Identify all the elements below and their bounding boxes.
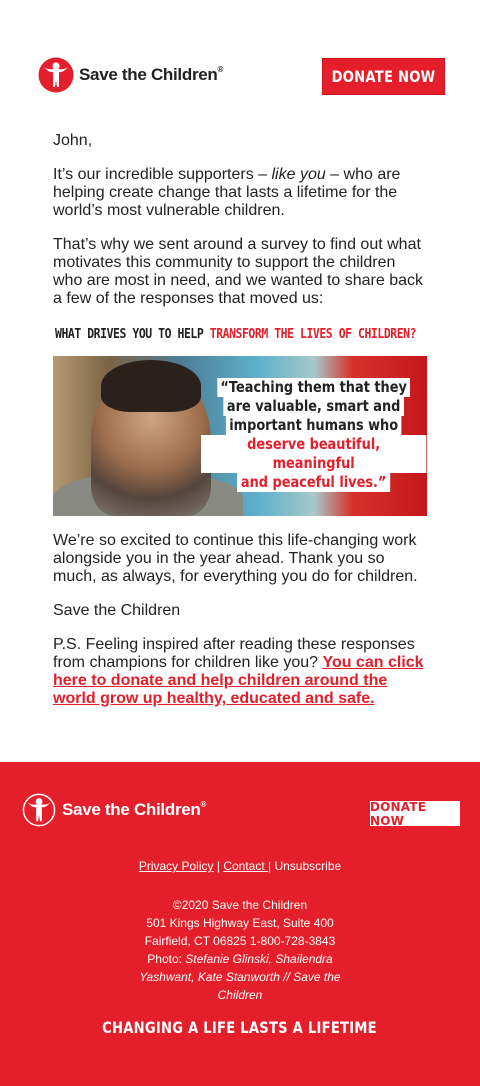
privacy-policy-link[interactable]: Privacy Policy: [138, 859, 214, 873]
child-logo-icon: [22, 792, 56, 828]
quote-line: important humans who: [226, 416, 402, 435]
supporter-quote: [201, 378, 426, 492]
child-logo-icon: [38, 56, 74, 94]
footer-tagline: CHANGING A LIFE LASTS A LIFETIME: [102, 1018, 378, 1037]
footer-logo[interactable]: [22, 792, 206, 828]
footer-links: Privacy Policy | Contact | Unsubscribe: [138, 859, 342, 873]
donate-now-button[interactable]: DONATE NOW: [322, 58, 445, 95]
survey-question-heading: WHAT DRIVES YOU TO HELP TRANSFORM THE LIVES OF CHILDREN?: [55, 327, 417, 342]
address-line: Fairfield, CT 06825 1-800-728-3843: [144, 934, 336, 948]
footer-info: [130, 896, 350, 1004]
child-hair: [101, 360, 201, 412]
unsubscribe-link[interactable]: Unsubscribe: [274, 859, 342, 873]
paragraph-survey: That’s why we sent around a survey to find out what motivates this community to support the children who are most in need, and we wanted to share back a few of the responses that moved us:: [53, 236, 423, 307]
paragraph-thanks: We’re so excited to continue this life-changing work alongside you in the year ahead. Thank you so much, as always, for everything you do for children.: [53, 532, 418, 585]
footer-logo-wordmark: Save the Children®: [62, 800, 207, 819]
quote-line: deserve beautiful, meaningful: [201, 435, 426, 473]
copyright: ©2020 Save the Children: [172, 898, 308, 912]
address-line: 501 Kings Highway East, Suite 400: [146, 916, 334, 930]
save-the-children-logo[interactable]: [38, 56, 223, 94]
email-footer: [0, 762, 480, 1086]
donate-link[interactable]: You can click here to donate and help children around the world grow up healthy, educated and safe.: [53, 654, 424, 707]
paragraph-supporters: It’s our incredible supporters – like you – who are helping create change that lasts a lifetime for the world’s most vulnerable children.: [53, 166, 401, 219]
quote-line: are valuable, smart and: [223, 397, 403, 416]
postscript: P.S. Feeling inspired after reading these responses from champions for children like you? You can click here to donate and help children around the world grow up healthy, educated and safe.: [53, 636, 424, 707]
hero-image-quote[interactable]: [53, 356, 427, 516]
contact-link[interactable]: Contact: [223, 859, 269, 873]
quote-line: “Teaching them that they: [217, 378, 410, 397]
footer-donate-button[interactable]: DONATE NOW: [370, 801, 460, 826]
quote-line: and peaceful lives.”: [237, 473, 389, 492]
email-header: [0, 0, 480, 120]
logo-wordmark: Save the Children®: [79, 65, 224, 84]
photo-credit: Photo: Stefanie Glinski, Shailendra Yashwant, Kate Stanworth // Save the Children: [139, 952, 341, 1002]
signoff: Save the Children: [53, 602, 181, 619]
greeting: John,: [53, 132, 93, 149]
